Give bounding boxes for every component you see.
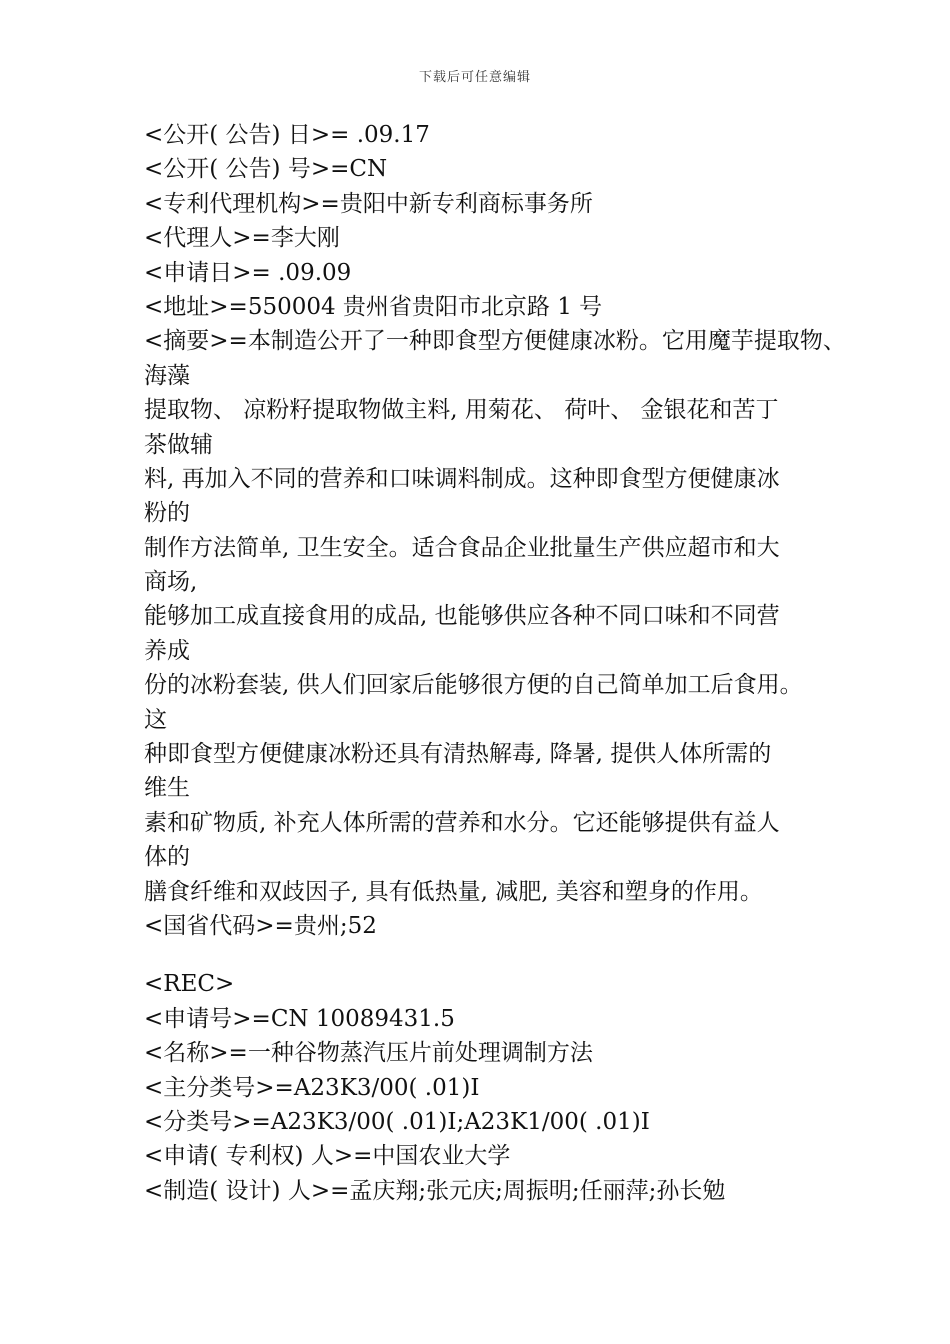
text-line: <申请日>= .09.09 <box>144 259 352 286</box>
abstract-record <box>144 118 846 943</box>
text-line: <申请号>=CN 10089431.5 <box>144 1005 455 1032</box>
text-line: 体的 <box>144 844 190 871</box>
text-line: <地址>=550004 贵州省贵阳市北京路 1 号 <box>144 293 603 320</box>
text-line: <主分类号>=A23K3/00( .01)I <box>144 1074 480 1101</box>
text-line: 维生 <box>144 775 190 802</box>
text-line: 种即食型方便健康冰粉还具有清热解毒, 降暑, 提供人体所需的 <box>144 741 772 768</box>
text-line: <代理人>=李大刚 <box>144 225 340 252</box>
text-line: 海藻 <box>144 362 190 389</box>
text-line: 份的冰粉套装, 供人们回家后能够很方便的自己简单加工后食用。 <box>144 672 803 699</box>
text-line: 能够加工成直接食用的成品, 也能够供应各种不同口味和不同营 <box>144 603 780 630</box>
text-line: <REC> <box>144 971 235 998</box>
text-line: 这 <box>144 706 167 733</box>
text-line: <国省代码>=贵州;52 <box>144 912 377 939</box>
text-line: 茶做辅 <box>144 431 213 458</box>
text-line: <公开( 公告) 号>=CN <box>144 156 388 183</box>
record-separator <box>144 943 834 967</box>
text-line: 养成 <box>144 637 190 664</box>
text-line: 膳食纤维和双歧因子, 具有低热量, 减肥, 美容和塑身的作用。 <box>144 878 763 905</box>
text-line: <分类号>=A23K3/00( .01)I;A23K1/00( .01)I <box>144 1108 650 1135</box>
text-line: 素和矿物质, 补充人体所需的营养和水分。它还能够提供有益人 <box>144 809 780 836</box>
text-line: <名称>=一种谷物蒸汽压片前处理调制方法 <box>144 1040 593 1067</box>
text-line: <公开( 公告) 日>= .09.17 <box>144 122 430 148</box>
page-header: 下载后可任意编辑 <box>418 70 531 85</box>
text-line: 提取物、 凉粉籽提取物做主料, 用菊花、 荷叶、 金银花和苦丁 <box>144 397 779 424</box>
text-line: <申请( 专利权) 人>=中国农业大学 <box>144 1143 511 1170</box>
document-body <box>144 118 846 1208</box>
text-line: <制造( 设计) 人>=孟庆翔;张元庆;周振明;任丽萍;孙长勉 <box>144 1177 726 1204</box>
text-line: 料, 再加入不同的营养和口味调料制成。这种即食型方便健康冰 <box>144 465 780 492</box>
next-record <box>144 967 834 1208</box>
text-line: 商场, <box>144 569 198 596</box>
text-line: 粉的 <box>144 500 190 527</box>
text-line: 制作方法简单, 卫生安全。适合食品企业批量生产供应超市和大 <box>144 534 780 561</box>
text-line: <摘要>=本制造公开了一种即食型方便健康冰粉。它用魔芋提取物、 <box>144 328 846 355</box>
text-line: <专利代理机构>=贵阳中新专利商标事务所 <box>144 190 593 217</box>
